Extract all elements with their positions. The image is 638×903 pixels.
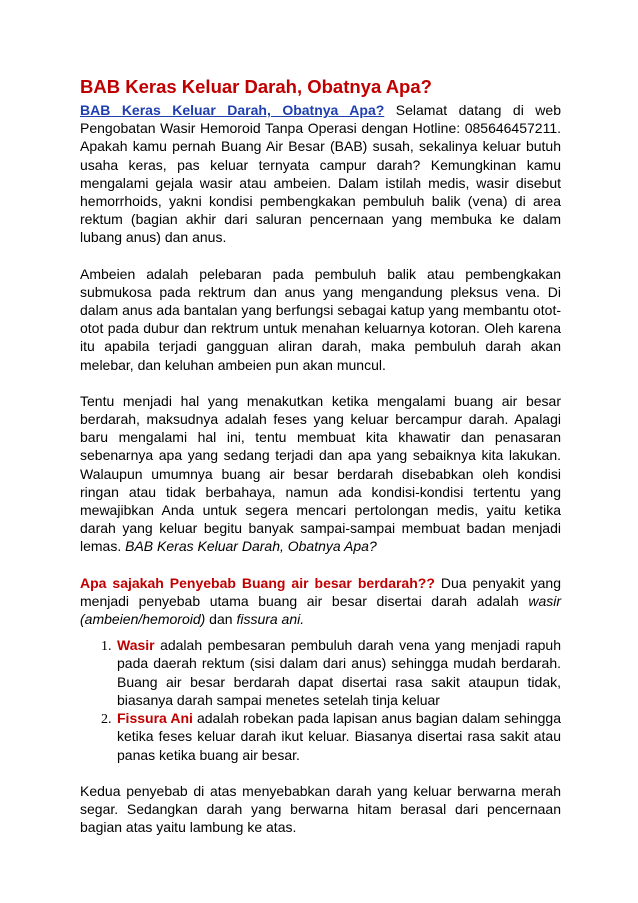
causes-list: [80, 636, 561, 763]
bab-berdarah-paragraph: [80, 392, 561, 556]
bab-berdarah-italic: BAB Keras Keluar Darah, Obatnya Apa?: [125, 538, 377, 555]
title-link[interactable]: BAB Keras Keluar Darah, Obatnya Apa?: [80, 102, 385, 118]
page-title: BAB Keras Keluar Darah, Obatnya Apa?: [80, 76, 432, 97]
fissura-text: adalah robekan pada lapisan anus bagian dalam sehingga ketika feses keluar darah ikut keluar. Biasanya disertai rasa sakit atau panas ketika buang air besar.: [117, 710, 561, 763]
penyebab-heading: Apa sajakah Penyebab Buang air besar berdarah??: [80, 574, 435, 591]
wasir-term: Wasir: [117, 637, 155, 654]
penyebab-paragraph: [80, 574, 561, 629]
fissura-term: Fissura Ani: [117, 710, 193, 727]
intro-paragraph: [80, 101, 561, 247]
penyebab-text: Dua penyakit yang menjadi penyebab utama buang air besar disertai darah adalah: [80, 574, 561, 609]
penyebab-wasir-italic: wasir (ambeien/hemoroid): [80, 592, 561, 628]
bab-berdarah-text: Tentu menjadi hal yang menakutkan ketika mengalami buang air besar berdarah, maksudnya adalah feses yang keluar bercampur darah. Apalagi baru mengalami hal ini, tentu membuat kita khawatir dan penasaran sebenarnya apa yang sedang terjadi dan apa yang sebaiknya kita lakukan. Walaupun umumnya buang air besar berdarah disebabkan oleh kondisi ringan atau tidak berbahaya, namun ada kondisi-kondisi tertentu yang mewajibkan Anda untuk segera mencari pertolongan medis, yaitu ketika darah yang keluar begitu banyak sampai-sampai membuat badan menjadi lemas.: [80, 392, 561, 555]
intro-text: Selamat datang di web Pengobatan Wasir Hemoroid Tanpa Operasi dengan Hotline: 085646457211. Apakah kamu pernah Buang Air Besar (BAB) susah, sekalinya keluar butuh usaha keras, pas keluar ternyata campur darah? Kemungkinan kamu mengalami gejala wasir atau ambeien. Dalam istilah medis, wasir disebut hemorrhoids, yakni kondisi pembengkakan pembuluh balik (vena) di area rektum (bagian akhir dari saluran pencernaan yang membuka ke dalam lubang anus) dan anus.: [80, 102, 561, 246]
penyebab-mid: dan: [205, 611, 237, 628]
penyebab-fissura-italic: fissura ani.: [236, 611, 305, 628]
wasir-text: adalah pembesaran pembuluh darah vena yang menjadi rapuh pada daerah rektum (sisi dalam dari anus) sehingga mudah berdarah. Buang air besar berdarah dapat disertai rasa sakit ataupun tidak, biasanya darah sampai menetes setelah tinja keluar: [117, 637, 561, 708]
list-item-fissura: [115, 709, 561, 764]
list-item-wasir: [115, 636, 561, 709]
ambeien-paragraph: Ambeien adalah pelebaran pada pembuluh balik atau pembengkakan submukosa pada rektrum dan anus yang mengandung pleksus vena. Di dalam anus ada bantalan yang berfungsi sebagai katup yang membantu otot-otot pada dubur dan rektrum untuk menahan keluarnya kotoran. Oleh karena itu apabila terjadi gangguan aliran darah, maka pembuluh darah akan melebar, dan keluhan ambeien pun akan muncul.: [80, 265, 561, 373]
kedua-penyebab-paragraph: Kedua penyebab di atas menyebabkan darah yang keluar berwarna merah segar. Sedangkan darah yang berwarna hitam berasal dari pencernaan bagian atas yaitu lambung ke atas.: [80, 782, 561, 836]
